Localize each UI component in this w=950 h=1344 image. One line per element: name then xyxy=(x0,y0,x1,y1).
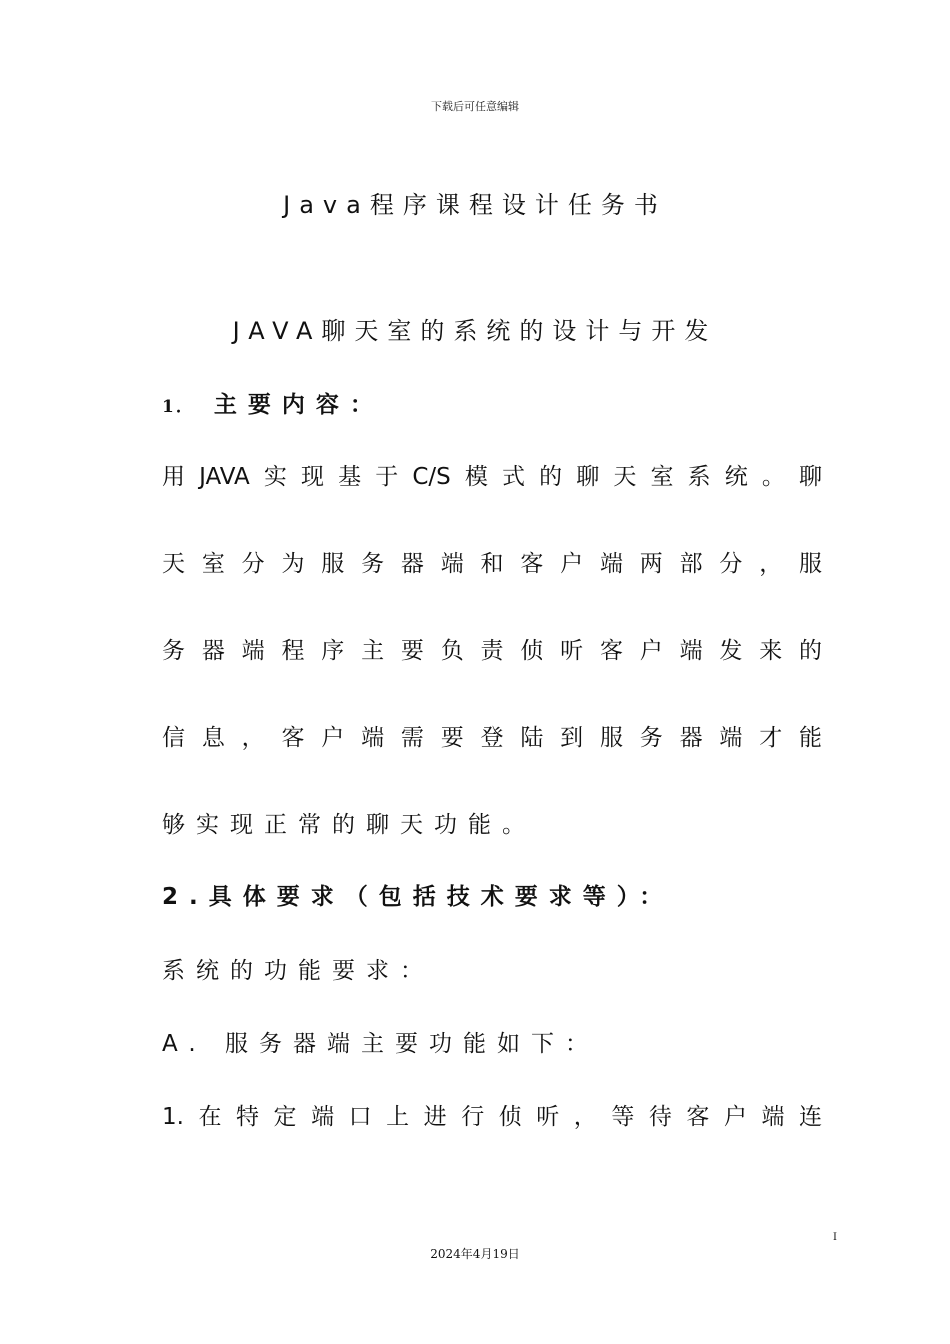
section-1-number: 1． xyxy=(162,397,195,417)
footer-date: 2024年4月19日 xyxy=(430,1247,520,1261)
body-line: 务器端程序主要负责侦听客户端发来的 xyxy=(162,638,822,664)
document-subtitle: JAVA聊天室的系统的设计与开发 xyxy=(232,317,718,345)
body-line: 天室分为服务器端和客户端两部分，服 xyxy=(162,551,822,577)
header-note: 下载后可任意编辑 xyxy=(431,100,519,113)
section-1-heading xyxy=(162,386,822,419)
section-1-title: 主要内容： xyxy=(213,392,384,418)
page-number: I xyxy=(833,1232,837,1243)
page-title: Java程序课程设计任务书 xyxy=(283,191,667,219)
body-line: 1.在特定端口上进行侦听，等待客户端连 xyxy=(162,1104,822,1130)
body-line: A. 服务器端主要功能如下： xyxy=(162,1031,599,1057)
body-line: 用JAVA实现基于C/S模式的聊天室系统。聊 xyxy=(162,464,822,490)
body-line: 系统的功能要求： xyxy=(162,958,434,984)
body-line: 信息，客户端需要登陆到服务器端才能 xyxy=(162,725,822,751)
section-2-heading: 2.具体要求（包括技术要求等）： xyxy=(162,884,674,910)
body-line: 够实现正常的聊天功能。 xyxy=(162,812,536,838)
